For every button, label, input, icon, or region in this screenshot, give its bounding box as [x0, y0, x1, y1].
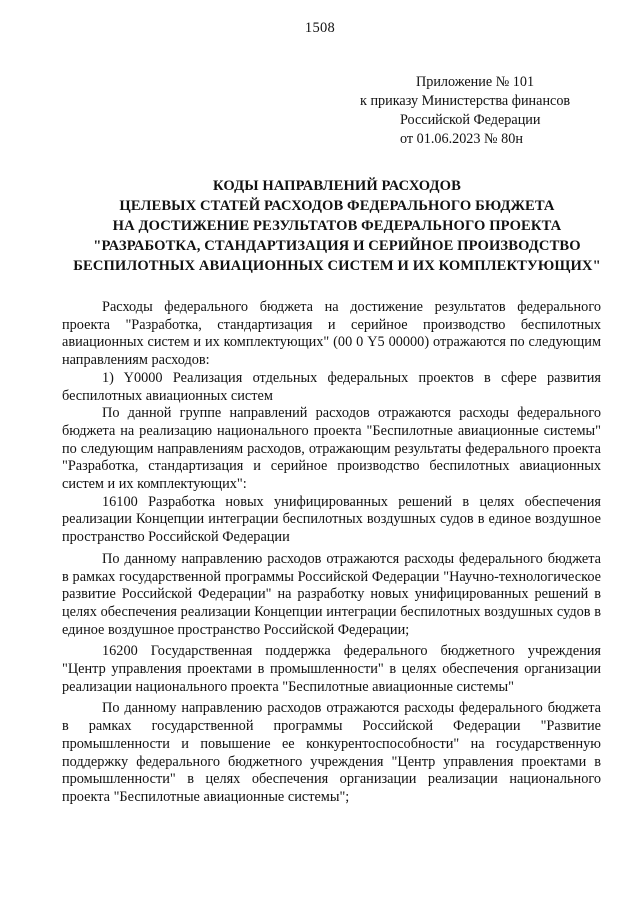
- title-line: "РАЗРАБОТКА, СТАНДАРТИЗАЦИЯ И СЕРИЙНОЕ ПРОИЗВОДСТВО: [93, 238, 581, 254]
- appendix-order-ref: к приказу Министерства финансов: [360, 93, 571, 109]
- item-y0000-description: По данной группе направлений расходов отражаются расходы федерального бюджета на реализацию национального проекта "Беспилотные авиационные системы" по следующим направлениям расходов, отражающим результаты федерального проекта "Разработка, стандартизация и серийное производство беспилотных авиационных систем и их комплектующих":: [62, 405, 601, 493]
- appendix-date: от 01.06.2023 № 80н: [400, 131, 523, 147]
- code-16100: 16100 Разработка новых унифицированных решений в целях обеспечения реализации Концепции интеграции беспилотных воздушных судов в единое воздушное пространство Российской Федерации: [62, 493, 601, 546]
- intro-paragraph: Расходы федерального бюджета на достижение результатов федерального проекта "Разработка, стандартизация и серийное производство беспилотных авиационных систем и их комплектующих" (00 0 Y5 00000) отражаются по следующим направлениям расходов:: [62, 299, 601, 369]
- appendix-number: Приложение № 101: [416, 74, 535, 90]
- title-line: НА ДОСТИЖЕНИЕ РЕЗУЛЬТАТОВ ФЕДЕРАЛЬНОГО ПРОЕКТА: [112, 218, 562, 234]
- title-line: БЕСПИЛОТНЫХ АВИАЦИОННЫХ СИСТЕМ И ИХ КОМПЛЕКТУЮЩИХ": [73, 258, 601, 274]
- document-title: [40, 176, 634, 276]
- page-number: 1508: [304, 20, 336, 36]
- code-16200: 16200 Государственная поддержка федерального бюджетного учреждения "Центр управления проектами в промышленности" в целях обеспечения организации реализации национального проекта "Беспилотные авиационные системы": [62, 643, 601, 695]
- document-body: [62, 299, 601, 807]
- code-16200-description: По данному направлению расходов отражаются расходы федерального бюджета в рамках государственной программы Российской Федерации "Развитие промышленности и повышение ее конкурентоспособности" на государственную поддержку федерального бюджетного учреждения "Центр управления проектами в промышленности" в целях обеспечения организации реализации национального проекта "Беспилотные авиационные системы";: [62, 700, 601, 805]
- item-y0000: 1) Y0000 Реализация отдельных федеральных проектов в сфере развития беспилотных авиационных систем: [62, 369, 601, 404]
- code-16100-description: По данному направлению расходов отражаются расходы федерального бюджета в рамках государственной программы Российской Федерации "Научно-технологическое развитие Российской Федерации" на разработку новых унифицированных решений в целях обеспечения реализации Концепции интеграции беспилотных воздушных судов в единое воздушное пространство Российской Федерации;: [62, 550, 601, 638]
- title-line: КОДЫ НАПРАВЛЕНИЙ РАСХОДОВ: [213, 178, 461, 194]
- title-line: ЦЕЛЕВЫХ СТАТЕЙ РАСХОДОВ ФЕДЕРАЛЬНОГО БЮДЖЕТА: [119, 198, 555, 214]
- appendix-block: [360, 73, 610, 149]
- appendix-country: Российской Федерации: [400, 112, 541, 128]
